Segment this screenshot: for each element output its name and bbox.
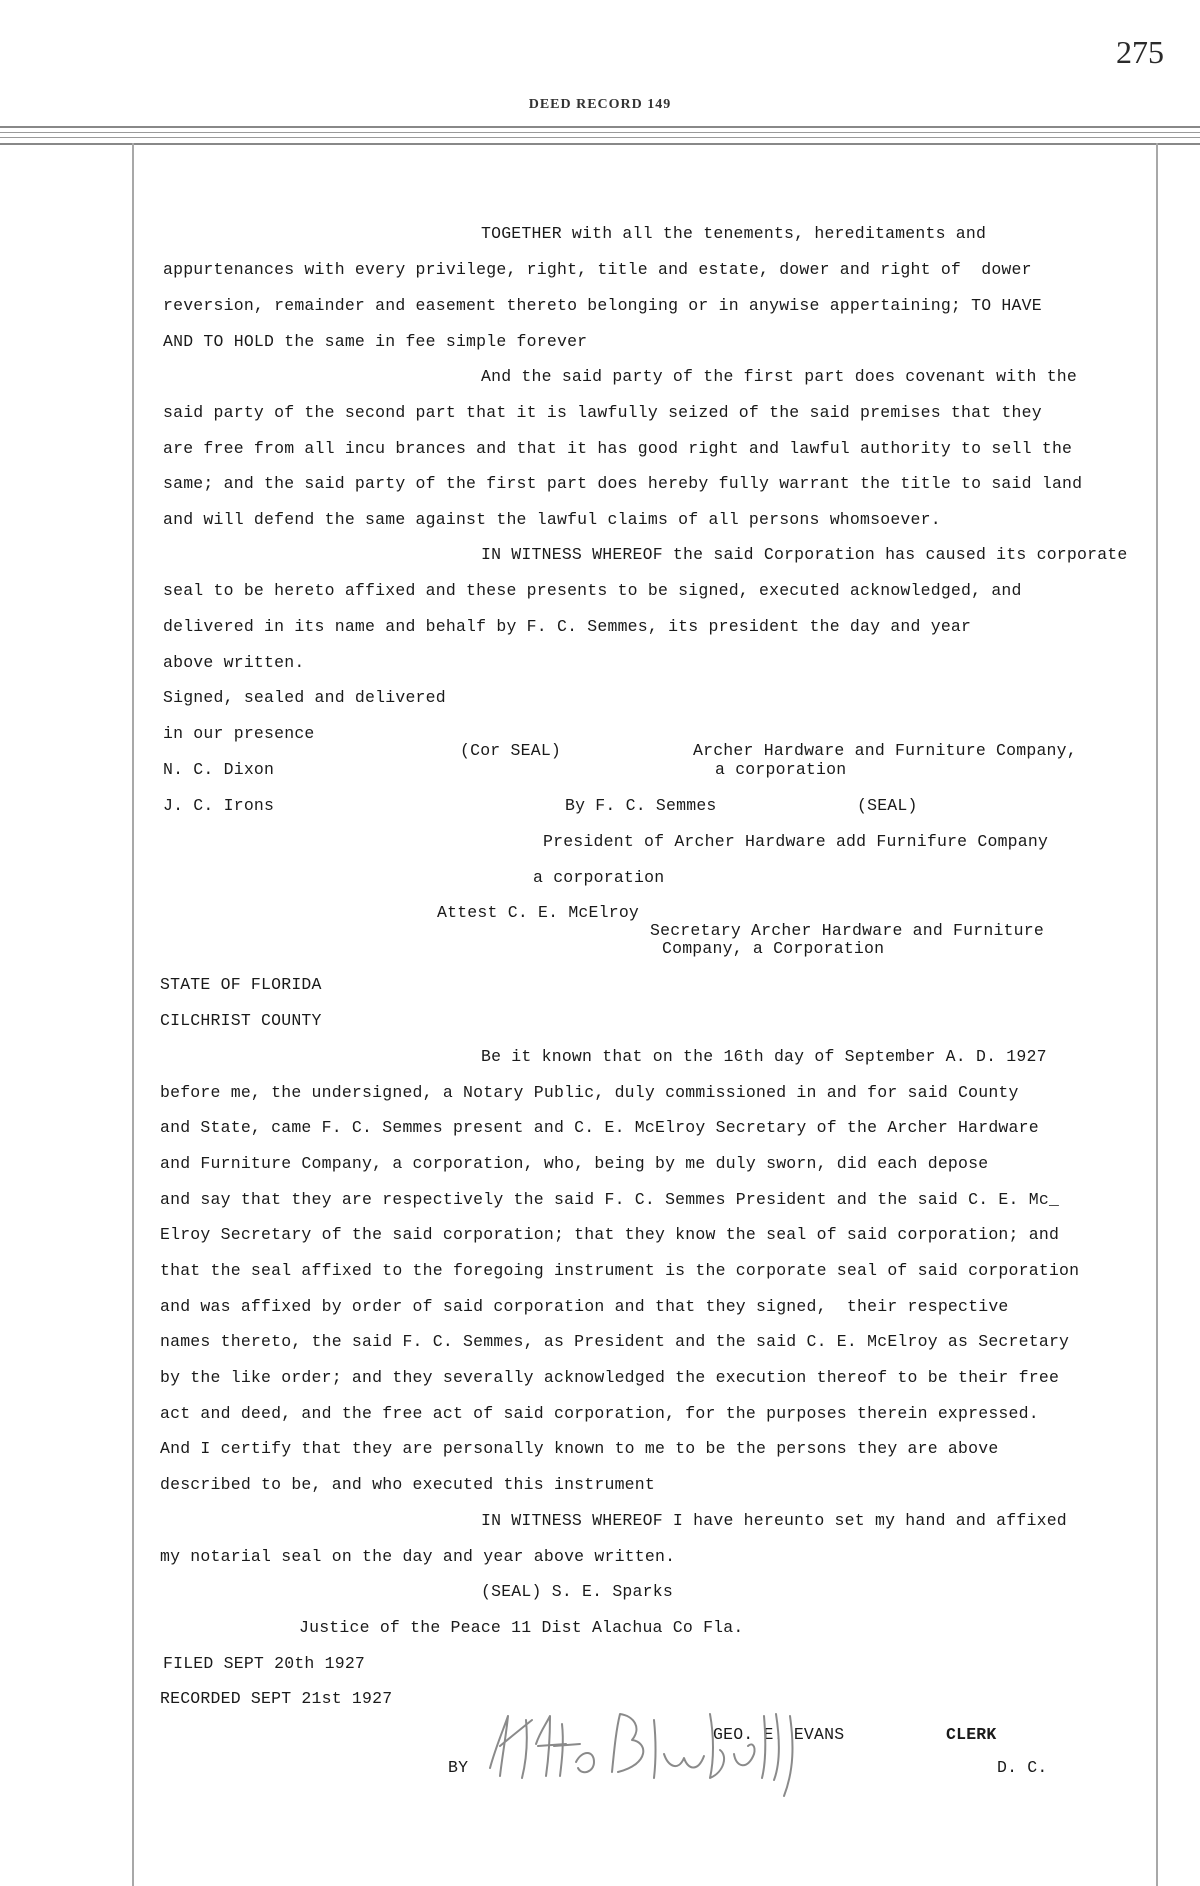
acknowledgment-line: and was affixed by order of said corporation and that they signed, their respective (160, 1297, 1009, 1316)
acknowledgment-line: by the like order; and they severally acknowledged the execution thereof to be their free (160, 1368, 1060, 1387)
corporate-seal-label: (Cor SEAL) (460, 741, 562, 760)
acknowledgment-line: that the seal affixed to the foregoing instrument is the corporate seal of said corporation (160, 1261, 1080, 1280)
body-line: above written. (163, 653, 305, 672)
page-number: 275 (1116, 34, 1164, 70)
acknowledgment-line: Elroy Secretary of the said corporation; that they know the seal of said corporation; and (160, 1225, 1060, 1244)
signed-sealed-line: Signed, sealed and delivered (163, 688, 446, 707)
body-line: delivered in its name and behalf by F. C. Semmes, its president the day and year (163, 617, 972, 636)
acknowledgment-line: and State, came F. C. Semmes present and C. E. McElroy Secretary of the Archer Hardware (160, 1118, 1039, 1137)
corporation-label: a corporation (533, 868, 665, 887)
body-line: TOGETHER with all the tenements, hereditaments and (481, 224, 987, 243)
secretary-title: Company, a Corporation (662, 939, 885, 958)
state-heading: STATE OF FLORIDA (160, 975, 322, 994)
body-line: AND TO HOLD the same in fee simple forever (163, 332, 588, 351)
record-title: DEED RECORD 149 (528, 97, 672, 112)
acknowledgment-line: before me, the undersigned, a Notary Public, duly commissioned in and for said County (160, 1083, 1019, 1102)
clerk-name: GEO. E. EVANS (713, 1725, 845, 1744)
president-title: President of Archer Hardware add Furnifure Company (543, 832, 1049, 851)
by-label: BY (448, 1758, 469, 1777)
header-rule (0, 132, 1200, 133)
company-type: a corporation (715, 760, 847, 779)
body-line: and will defend the same against the lawful claims of all persons whomsoever. (163, 510, 941, 529)
acknowledgment-line: names thereto, the said F. C. Semmes, as President and the said C. E. McElroy as Secretary (160, 1332, 1070, 1351)
witness-name: J. C. Irons (163, 796, 275, 815)
handwritten-signature (478, 1706, 840, 1804)
body-line: seal to be hereto affixed and these presents to be signed, executed acknowledged, and (163, 581, 1022, 600)
body-line: said party of the second part that it is lawfully seized of the said premises that they (163, 403, 1042, 422)
clerk-title: CLERK (946, 1725, 997, 1744)
acknowledgment-line: act and deed, and the free act of said corporation, for the purposes therein expressed. (160, 1404, 1039, 1423)
acknowledgment-line: described to be, and who executed this instrument (160, 1475, 655, 1494)
county-heading: CILCHRIST COUNTY (160, 1011, 322, 1030)
header-rule (0, 143, 1200, 145)
acknowledgment-line: and Furniture Company, a corporation, who, being by me duly sworn, did each depose (160, 1154, 989, 1173)
body-line: appurtenances with every privilege, right, title and estate, dower and right of dower (163, 260, 1032, 279)
header-rule (0, 126, 1200, 128)
right-margin-line (1156, 143, 1158, 1886)
filed-date: FILED SEPT 20th 1927 (163, 1654, 366, 1673)
body-line: are free from all incu brances and that it has good right and lawful authority to sell the (163, 439, 1073, 458)
notary-signature: (SEAL) S. E. Sparks (481, 1582, 673, 1601)
in-presence-line: in our presence (163, 724, 315, 743)
notary-witness-line: my notarial seal on the day and year above written. (160, 1547, 676, 1566)
deputy-clerk-label: D. C. (997, 1758, 1048, 1777)
header-rule (0, 137, 1200, 138)
justice-title: Justice of the Peace 11 Dist Alachua Co Fla. (299, 1618, 744, 1637)
recorded-date: RECORDED SEPT 21st 1927 (160, 1689, 393, 1708)
acknowledgment-line: and say that they are respectively the said F. C. Semmes President and the said C. E. Mc_ (160, 1190, 1060, 1209)
left-margin-line (132, 143, 134, 1886)
acknowledgment-line: And I certify that they are personally known to me to be the persons they are above (160, 1439, 999, 1458)
body-line: IN WITNESS WHEREOF the said Corporation has caused its corporate (481, 545, 1128, 564)
seal-label: (SEAL) (857, 796, 918, 815)
attest-line: Attest C. E. McElroy (437, 903, 640, 922)
signatory-line: By F. C. Semmes (565, 796, 717, 815)
body-line: And the said party of the first part does covenant with the (481, 367, 1077, 386)
witness-name: N. C. Dixon (163, 760, 275, 779)
body-line: same; and the said party of the first part does hereby fully warrant the title to said land (163, 474, 1083, 493)
notary-witness-line: IN WITNESS WHEREOF I have hereunto set my hand and affixed (481, 1511, 1067, 1530)
secretary-title: Secretary Archer Hardware and Furniture (650, 921, 1044, 940)
body-line: reversion, remainder and easement thereto belonging or in anywise appertaining; TO HAVE (163, 296, 1042, 315)
acknowledgment-line: Be it known that on the 16th day of September A. D. 1927 (481, 1047, 1047, 1066)
company-name: Archer Hardware and Furniture Company, (693, 741, 1077, 760)
